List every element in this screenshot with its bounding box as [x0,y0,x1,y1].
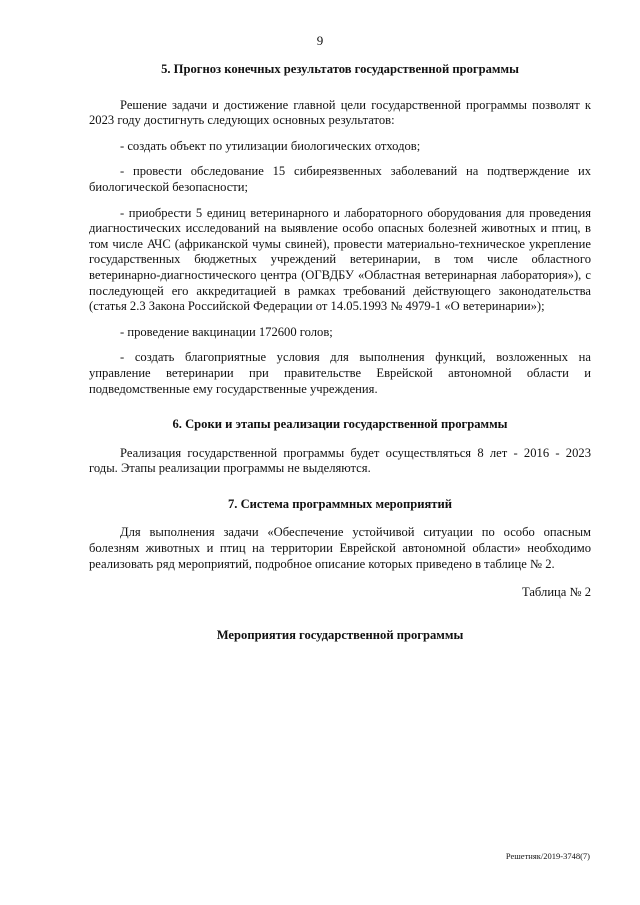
table-label: Таблица № 2 [521,585,591,600]
page-content [89,62,591,643]
result-item: - создать объект по утилизации биологических отходов; [120,138,421,153]
section-5-heading: 5. Прогноз конечных результатов государственной программы [161,62,519,76]
result-item: - приобрести 5 единиц ветеринарного и лабораторного оборудования для проведения диагностических исследований на выявление особо опасных болезней животных и птиц, в том числе АЧС (африканской чумы свиней), провести материально-техническое укрепление государственных бюджетных учреждений ветеринарии, в том числе областного ветеринарно-диагностического центра (ОГВДБУ «Областная ветеринарная лаборатория»), с последующей его аккредитацией в рамках требований действующего законодательства (статья 2.3 Закона Российской Федерации от 14.05.1993 № 4979-1 «О ветеринарии»); [89,205,591,314]
page-number: 9 [316,33,324,48]
section-7-heading: 7. Система программных мероприятий [227,496,452,511]
section-6-text: Реализация государственной программы будет осуществляться 8 лет - 2016 - 2023 годы. Этапы реализации программы не выделяются. [89,445,591,476]
table-title: Мероприятия государственной программы [216,627,464,642]
result-item: - проведение вакцинации 172600 голов; [120,324,333,339]
section-7-text: Для выполнения задачи «Обеспечение устойчивой ситуации по особо опасным болезням животных и птиц на территории Еврейской автономной области» необходимо реализовать ряд мероприятий, подробное описание которых приведено в таблице № 2. [89,525,591,571]
section-6-heading: 6. Сроки и этапы реализации государственной программы [172,417,508,432]
result-item: - провести обследование 15 сибиреязвенных заболеваний на подтверждение их биологической безопасности; [89,164,591,194]
result-item: - создать благоприятные условия для выполнения функций, возложенных на управление ветеринарии при правительстве Еврейской автономной области и подведомственные ему государственные учреждения. [89,350,591,396]
section-5-intro: Решение задачи и достижение главной цели государственной программы позволят к 2023 году достигнуть следующих основных результатов: [89,97,591,128]
document-footer-code: Решетняк/2019-3748(7) [505,851,590,861]
